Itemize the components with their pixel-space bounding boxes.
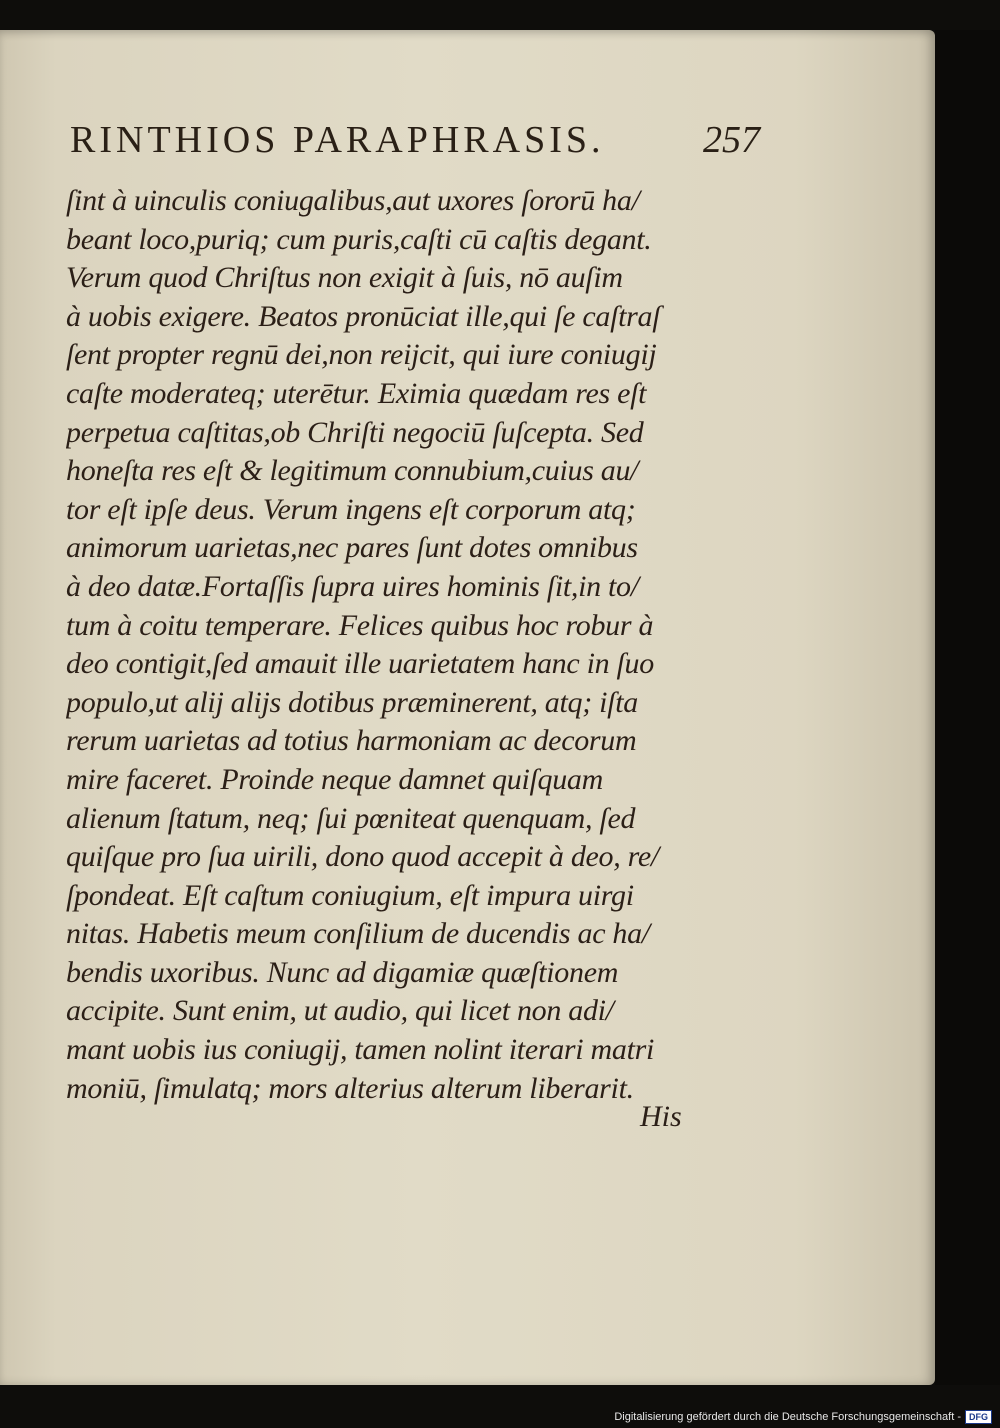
- dfg-logo-icon: DFG: [965, 1410, 992, 1424]
- text-line: moniū, ſimulatq; mors alterius alterum liberarit.: [66, 1071, 634, 1105]
- text-line: ſpondeat. Eſt caſtum coniugium, eſt impura uirgi: [66, 878, 634, 912]
- text-line: caſte moderateq; uterētur. Eximia quædam res eſt: [66, 376, 647, 410]
- text-line: mire faceret. Proinde neque damnet quiſquam: [66, 762, 603, 796]
- text-line: Verum quod Chriſtus non exigit à ſuis, nō auſim: [66, 261, 623, 295]
- footer: [614, 1410, 992, 1424]
- text-line: tor eſt ipſe deus. Verum ingens eſt corporum atq;: [66, 492, 636, 526]
- page-header: [70, 118, 760, 170]
- text-line: honeſta res eſt & legitimum connubium,cuius au/: [66, 454, 639, 488]
- text-line: à deo datæ.Fortaſſis ſupra uires hominis ſit,in to/: [66, 569, 639, 603]
- text-line: nitas. Habetis meum conſilium de ducendis ac ha/: [66, 917, 650, 951]
- text-line: perpetua caſtitas,ob Chriſti negociū ſuſcepta. Sed: [66, 415, 644, 449]
- body-text: [66, 182, 696, 1108]
- text-line: mant uobis ius coniugij, tamen nolint iterari matri: [66, 1033, 655, 1067]
- page-number: 257: [703, 119, 760, 161]
- text-line: bendis uxoribus. Nunc ad digamiæ quæſtionem: [66, 955, 619, 989]
- running-title: RINTHIOS PARAPHRASIS.: [70, 119, 605, 161]
- catchword: His: [640, 1100, 682, 1133]
- text-line: tum à coitu temperare. Felices quibus hoc robur à: [66, 608, 654, 642]
- text-line: accipite. Sunt enim, ut audio, qui licet non adi/: [66, 994, 614, 1028]
- text-line: rerum uarietas ad totius harmoniam ac decorum: [66, 724, 637, 758]
- text-line: à uobis exigere. Beatos pronūciat ille,qui ſe caſtraſ: [66, 299, 661, 333]
- text-line: animorum uarietas,nec pares ſunt dotes omnibus: [66, 531, 638, 565]
- page-edge-background: [935, 30, 1000, 1385]
- text-line: beant loco,puriq; cum puris,caſti cū caſtis degant.: [66, 222, 652, 256]
- text-line: deo contigit,ſed amauit ille uarietatem hanc in ſuo: [66, 647, 654, 681]
- text-line: ſent propter regnū dei,non reijcit, qui iure coniugij: [66, 338, 657, 372]
- footer-credit: Digitalisierung gefördert durch die Deutsche Forschungsgemeinschaft -: [614, 1411, 961, 1423]
- text-line: ſint à uinculis coniugalibus,aut uxores ſororū ha/: [66, 184, 640, 217]
- text-line: populo,ut alij alijs dotibus præminerent, atq; iſta: [66, 685, 638, 719]
- text-line: quiſque pro ſua uirili, dono quod accepit à deo, re/: [66, 840, 659, 874]
- text-line: alienum ſtatum, neq; ſui pœniteat quenquam, ſed: [66, 801, 636, 835]
